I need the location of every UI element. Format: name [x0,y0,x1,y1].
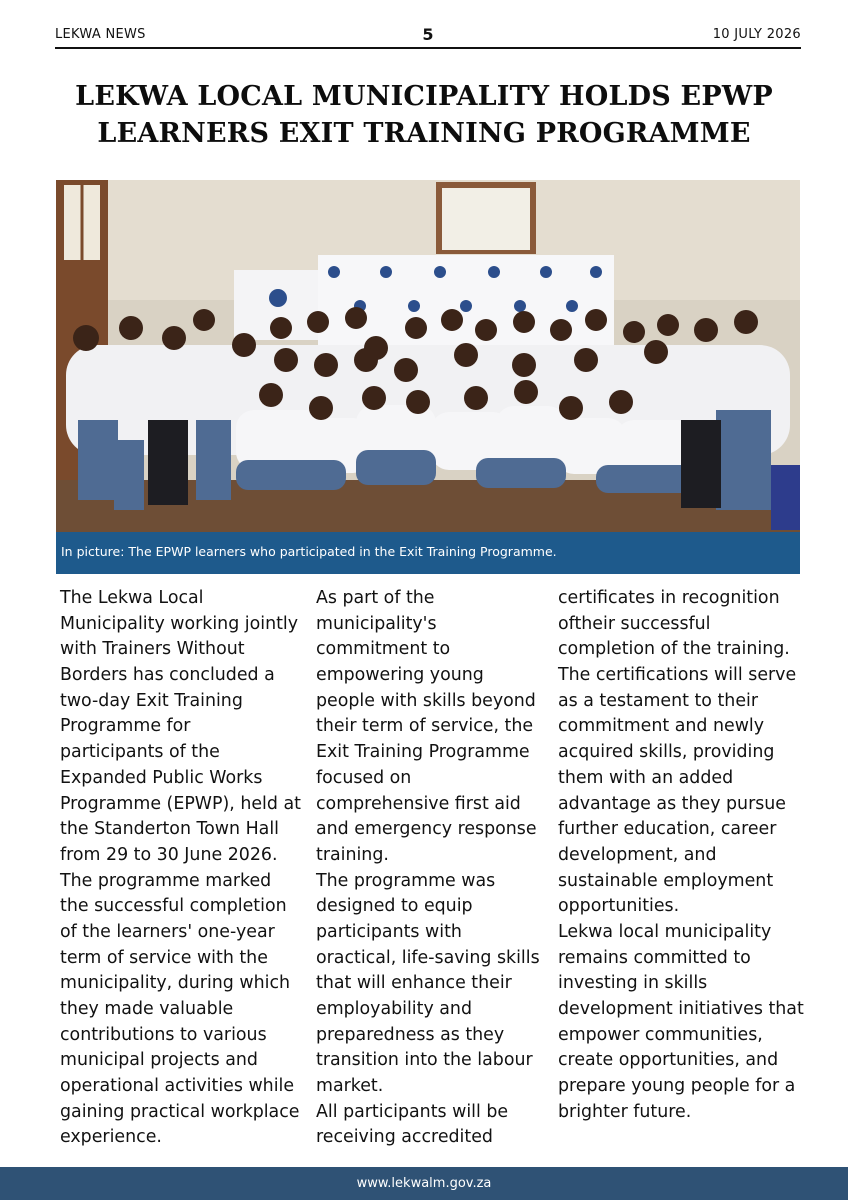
website-link[interactable]: www.lekwalm.gov.za [356,1176,492,1191]
text-line: training. [316,844,389,865]
text-line: empower communities, [558,1024,763,1045]
text-line: brighter future. [558,1101,692,1122]
text-line: advantage as they pursue [558,793,787,814]
text-line: their term of service, the [316,716,534,737]
page-header [55,22,801,46]
text-line: experience. [60,1127,162,1148]
article-column-1 [60,586,301,1151]
text-line: oractical, life-saving skills [316,947,540,968]
text-line: gaining practical workplace [60,1101,300,1122]
photo-caption-bar [56,532,800,574]
text-line: oftheir successful [558,613,711,634]
text-line: the successful completion [60,896,287,917]
photo-caption: In picture: The EPWP learners who participated in the Exit Training Programme. [61,544,557,559]
text-line: Borders has concluded a [60,665,275,686]
text-line: that will enhance their [316,973,512,994]
group-photo-illustration [56,180,800,532]
header-divider [55,47,801,49]
text-line: the Standerton Town Hall [60,819,279,840]
text-line: prepare young people for a [558,1076,796,1097]
text-line: The programme marked [60,870,272,891]
text-line: The Lekwa Local [60,588,204,608]
article-column-3 [558,586,804,1125]
text-line: sustainable employment [558,870,774,891]
text-line: from 29 to 30 June 2026. [60,844,278,865]
text-line: Exit Training Programme [316,742,530,763]
text-line: two-day Exit Training [60,690,243,711]
text-line: term of service with the [60,947,268,968]
text-line: contributions to various [60,1024,267,1045]
publication-name: LEKWA NEWS [55,27,146,42]
text-line: development initiatives that [558,999,804,1019]
text-line: preparedness as they [316,1024,505,1045]
text-line: as a testament to their [558,690,759,711]
text-line: Programme (EPWP), held at [60,793,301,814]
text-line: with Trainers Without [60,639,245,660]
text-line: participants with [316,921,462,942]
headline-line-2: LEARNERS EXIT TRAINING PROGRAMME [97,118,751,149]
page-number: 5 [422,25,434,44]
headline-line-1: LEKWA LOCAL MUNICIPALITY HOLDS EPWP [75,81,773,112]
text-line: comprehensive first aid [316,793,521,814]
text-line: Lekwa local municipality [558,921,772,942]
text-line: certificates in recognition [558,588,780,608]
text-line: commitment to [316,639,451,660]
issue-date: 10 JULY 2026 [712,27,801,42]
article-column-2 [316,586,540,1151]
text-line: receiving accredited [316,1127,493,1148]
text-line: create opportunities, and [558,1050,779,1071]
text-line: employability and [316,999,472,1019]
text-line: designed to equip [316,896,473,917]
text-line: acquired skills, providing [558,742,775,763]
page-footer [0,1167,848,1200]
text-line: As part of the [316,588,435,608]
text-line: municipality, during which [60,973,291,994]
group-photo [56,180,800,532]
text-line: municipal projects and [60,1050,258,1071]
article-headline [40,78,808,152]
text-line: them with an added [558,767,734,788]
text-line: focused on [316,767,412,788]
text-line: people with skills beyond [316,690,536,711]
text-line: Programme for [60,716,191,737]
text-line: The certifications will serve [558,665,797,686]
text-line: participants of the [60,742,220,763]
text-line: development, and [558,844,717,865]
text-line: investing in skills [558,973,708,994]
text-line: The programme was [316,870,496,891]
text-line: operational activities while [60,1076,295,1097]
text-line: empowering young [316,665,484,686]
text-line: commitment and newly [558,716,765,737]
text-line: completion of the training. [558,639,790,660]
text-line: municipality's [316,613,437,634]
text-line: remains committed to [558,947,751,968]
text-line: Municipality working jointly [60,613,299,634]
text-line: they made valuable [60,999,234,1019]
text-line: Expanded Public Works [60,767,263,788]
text-line: and emergency response [316,819,537,840]
text-line: further education, career [558,819,777,840]
text-line: market. [316,1076,384,1097]
text-line: transition into the labour [316,1050,533,1071]
text-line: All participants will be [316,1101,509,1122]
text-line: of the learners' one-year [60,921,275,942]
text-line: opportunities. [558,896,680,917]
